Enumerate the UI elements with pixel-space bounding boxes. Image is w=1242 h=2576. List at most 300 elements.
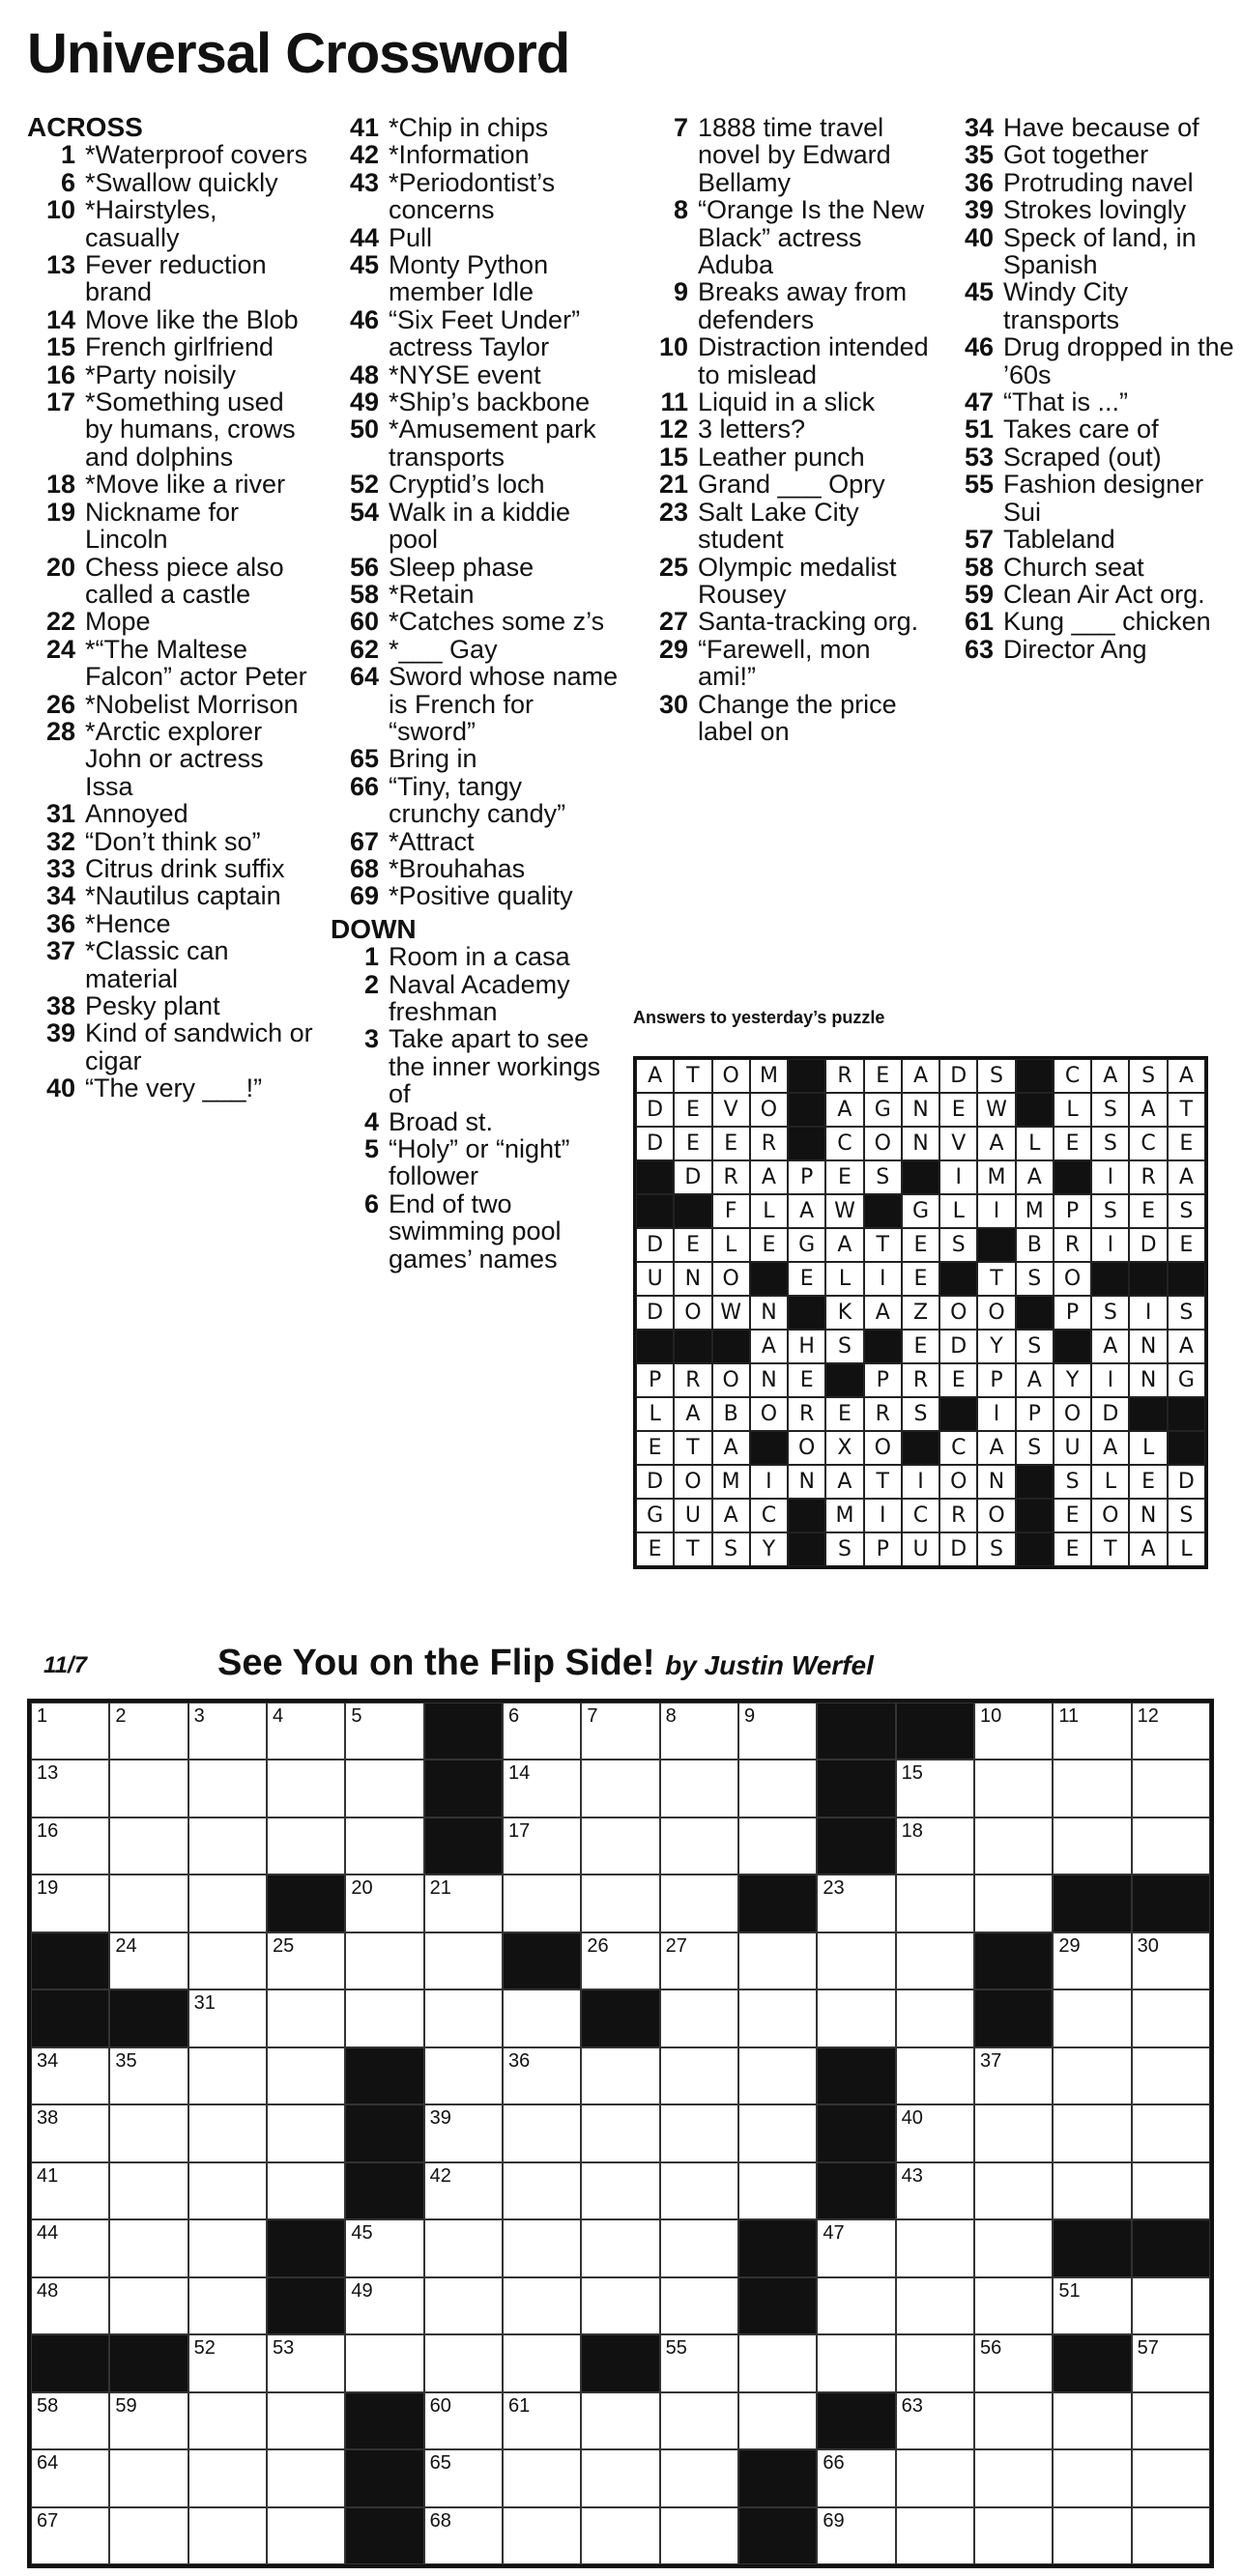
grid-cell[interactable]: [188, 1932, 267, 1989]
grid-cell[interactable]: [503, 1760, 581, 1817]
black-square: [1129, 1397, 1167, 1431]
grid-cell[interactable]: [109, 2162, 188, 2219]
answer-cell: I: [864, 1262, 902, 1296]
down-clue-59: [945, 581, 1235, 608]
grid-cell[interactable]: [267, 1932, 345, 1989]
clue-text: “Farewell, mon ami!”: [698, 634, 871, 692]
grid-cell[interactable]: [581, 1875, 659, 1932]
grid-cell[interactable]: [660, 1703, 738, 1760]
black-square: [109, 2334, 188, 2391]
grid-cell[interactable]: [1053, 2392, 1131, 2449]
grid-cell[interactable]: [581, 2219, 659, 2276]
grid-cell[interactable]: [188, 1989, 267, 2046]
cell-number: 56: [980, 2337, 1002, 2360]
grid-cell[interactable]: [31, 2162, 109, 2219]
grid-cell[interactable]: [503, 2219, 581, 2276]
black-square: [636, 1330, 674, 1363]
across-clue-28: [27, 718, 317, 800]
grid-cell[interactable]: [974, 2047, 1053, 2104]
grid-cell[interactable]: [974, 2277, 1053, 2334]
answer-cell: E: [788, 1363, 825, 1397]
grid-cell[interactable]: [974, 2392, 1053, 2449]
black-square: [902, 1431, 939, 1465]
clue-number: 7: [673, 113, 688, 142]
grid-cell[interactable]: [1053, 2104, 1131, 2161]
grid-cell[interactable]: [1132, 1703, 1210, 1760]
grid-cell[interactable]: [267, 2162, 345, 2219]
grid-cell[interactable]: [896, 2334, 974, 2391]
grid-cell[interactable]: [503, 2392, 581, 2449]
clue-number: 62: [349, 634, 379, 664]
clue-text: *___ Gay: [389, 634, 498, 664]
grid-cell[interactable]: [660, 1932, 738, 1989]
grid-cell[interactable]: [896, 2219, 974, 2276]
grid-cell[interactable]: [109, 1932, 188, 1989]
grid-cell[interactable]: [109, 1760, 188, 1817]
grid-cell[interactable]: [1053, 1989, 1131, 2046]
grid-cell[interactable]: [581, 1703, 659, 1760]
black-square: [1053, 2219, 1131, 2276]
grid-cell[interactable]: [896, 1760, 974, 1817]
grid-cell[interactable]: [188, 2334, 267, 2391]
grid-cell[interactable]: [581, 1818, 659, 1875]
grid-cell[interactable]: [896, 2449, 974, 2506]
grid-cell[interactable]: [188, 2219, 267, 2276]
grid-cell[interactable]: [817, 1875, 895, 1932]
grid-cell[interactable]: [424, 2507, 503, 2564]
grid-cell[interactable]: [424, 2162, 503, 2219]
clue-number: 18: [45, 470, 75, 500]
grid-cell[interactable]: [896, 2507, 974, 2564]
down-clue-25: [640, 554, 930, 609]
grid-cell[interactable]: [188, 2392, 267, 2449]
cell-number: 44: [37, 2222, 59, 2245]
black-square: [1053, 1875, 1131, 1932]
grid-cell[interactable]: [188, 2162, 267, 2219]
grid-cell[interactable]: [31, 2219, 109, 2276]
answer-cell: S: [977, 1532, 1015, 1566]
grid-cell[interactable]: [1132, 2449, 1210, 2506]
black-square: [974, 1932, 1053, 1989]
grid-cell[interactable]: [267, 1818, 345, 1875]
black-square: [1016, 1465, 1054, 1499]
grid-cell[interactable]: [660, 2277, 738, 2334]
clue-text: Kung ___ chicken: [1003, 607, 1211, 637]
answer-cell: O: [1054, 1397, 1091, 1431]
grid-cell[interactable]: [974, 2334, 1053, 2391]
across-clue-22: [27, 608, 317, 635]
grid-cell[interactable]: [188, 2104, 267, 2161]
clue-text: Move like the Blob: [85, 304, 299, 334]
clue-number: 11: [660, 387, 688, 417]
grid-cell[interactable]: [581, 1760, 659, 1817]
answer-cell: T: [674, 1059, 711, 1093]
grid-cell[interactable]: [267, 2392, 345, 2449]
grid-cell[interactable]: [896, 1989, 974, 2046]
grid-cell[interactable]: [1132, 1760, 1210, 1817]
grid-cell[interactable]: [267, 2104, 345, 2161]
grid-cell[interactable]: [188, 2047, 267, 2104]
grid-cell[interactable]: [896, 1818, 974, 1875]
black-square: [1168, 1262, 1205, 1296]
across-clue-14: [27, 306, 317, 333]
answer-cell: W: [712, 1296, 750, 1330]
grid-cell[interactable]: [974, 2449, 1053, 2506]
grid-cell[interactable]: [267, 2334, 345, 2391]
grid-cell[interactable]: [188, 2277, 267, 2334]
grid-cell[interactable]: [188, 1818, 267, 1875]
answer-cell: G: [636, 1499, 674, 1532]
down-clue-55: [945, 471, 1235, 526]
answer-cell: S: [1091, 1093, 1129, 1127]
grid-cell[interactable]: [581, 2047, 659, 2104]
answer-cell: O: [939, 1465, 977, 1499]
answer-cell: C: [1054, 1059, 1091, 1093]
grid-cell[interactable]: [1132, 1989, 1210, 2046]
grid-cell[interactable]: [817, 2219, 895, 2276]
answer-cell: L: [636, 1397, 674, 1431]
grid-cell[interactable]: [31, 1818, 109, 1875]
grid-cell[interactable]: [1053, 1932, 1131, 1989]
grid-cell[interactable]: [896, 1875, 974, 1932]
grid-cell[interactable]: [1053, 2507, 1131, 2564]
grid-cell[interactable]: [974, 2219, 1053, 2276]
grid-cell[interactable]: [660, 2392, 738, 2449]
grid-cell[interactable]: [581, 2449, 659, 2506]
grid-cell[interactable]: [738, 1818, 817, 1875]
clue-number: 25: [658, 552, 688, 582]
answer-cell: I: [939, 1160, 977, 1194]
grid-cell[interactable]: [267, 1703, 345, 1760]
across-clue-20: [27, 554, 317, 609]
grid-cell[interactable]: [896, 2104, 974, 2161]
clue-text: Windy City transports: [1003, 277, 1129, 334]
grid-cell[interactable]: [660, 2507, 738, 2564]
grid-cell[interactable]: [503, 1989, 581, 2046]
grid-cell[interactable]: [1132, 2277, 1210, 2334]
across-clue-42: [331, 141, 621, 168]
grid-cell[interactable]: [503, 2104, 581, 2161]
grid-cell[interactable]: [424, 2047, 503, 2104]
grid-cell[interactable]: [424, 2334, 503, 2391]
answer-cell: M: [825, 1499, 863, 1532]
answer-cell: R: [902, 1363, 939, 1397]
grid-cell[interactable]: [1132, 2047, 1210, 2104]
clue-text: Olympic medalist Rousey: [698, 552, 897, 609]
grid-cell[interactable]: [424, 2449, 503, 2506]
grid-cell[interactable]: [424, 2277, 503, 2334]
grid-cell[interactable]: [31, 2104, 109, 2161]
down-clue-40: [945, 224, 1235, 279]
answer-cell: I: [1129, 1296, 1167, 1330]
answer-cell: D: [1129, 1228, 1167, 1262]
grid-cell[interactable]: [896, 1932, 974, 1989]
grid-cell[interactable]: [1132, 1818, 1210, 1875]
answer-cell: S: [1016, 1431, 1054, 1465]
black-square: [1132, 2219, 1210, 2276]
grid-cell[interactable]: [974, 1818, 1053, 1875]
answer-cell: T: [864, 1228, 902, 1262]
clue-text: *Something used by humans, crows and dolphins: [85, 387, 296, 472]
grid-cell[interactable]: [738, 2392, 817, 2449]
answer-cell: Y: [1054, 1363, 1091, 1397]
grid-cell[interactable]: [1132, 2104, 1210, 2161]
grid-cell[interactable]: [31, 2507, 109, 2564]
black-square: [788, 1093, 825, 1127]
grid-cell[interactable]: [424, 2104, 503, 2161]
answer-cell: O: [750, 1397, 788, 1431]
across-clue-17: [27, 388, 317, 471]
answer-cell: A: [1091, 1330, 1129, 1363]
grid-cell[interactable]: [503, 1818, 581, 1875]
grid-cell[interactable]: [345, 1932, 423, 1989]
grid-cell[interactable]: [345, 2277, 423, 2334]
grid-cell[interactable]: [503, 1703, 581, 1760]
grid-cell[interactable]: [1053, 2162, 1131, 2219]
grid-cell[interactable]: [31, 2277, 109, 2334]
clue-number: 17: [45, 387, 75, 417]
grid-cell[interactable]: [188, 2449, 267, 2506]
grid-cell[interactable]: [974, 2104, 1053, 2161]
answer-cell: V: [939, 1127, 977, 1160]
across-clue-66: [331, 773, 621, 828]
grid-cell[interactable]: [109, 2277, 188, 2334]
grid-cell[interactable]: [896, 2047, 974, 2104]
down-clue-21: [640, 471, 930, 498]
grid-cell[interactable]: [345, 2334, 423, 2391]
grid-cell[interactable]: [817, 2507, 895, 2564]
grid-cell[interactable]: [581, 2507, 659, 2564]
grid-cell[interactable]: [267, 2047, 345, 2104]
grid-cell[interactable]: [738, 1760, 817, 1817]
grid-cell[interactable]: [1132, 1932, 1210, 1989]
down-clue-1: [331, 943, 621, 970]
across-clue-24: [27, 636, 317, 691]
black-square: [788, 1127, 825, 1160]
cell-number: 55: [665, 2337, 687, 2360]
grid-cell[interactable]: [109, 2449, 188, 2506]
answer-cell: L: [750, 1194, 788, 1228]
down-clue-4: [331, 1108, 621, 1135]
answer-cell: A: [788, 1194, 825, 1228]
grid-cell[interactable]: [31, 1875, 109, 1932]
clue-number: 53: [964, 442, 994, 472]
grid-cell[interactable]: [1053, 1703, 1131, 1760]
clue-text: “Holy” or “night” follower: [389, 1134, 570, 1191]
clue-number: 51: [964, 415, 994, 444]
grid-cell[interactable]: [660, 2047, 738, 2104]
grid-cell[interactable]: [660, 2334, 738, 2391]
down-clue-7: [640, 114, 930, 196]
grid-cell[interactable]: [660, 1875, 738, 1932]
across-clue-1: [27, 141, 317, 168]
grid-cell[interactable]: [974, 1875, 1053, 1932]
grid-cell[interactable]: [267, 1989, 345, 2046]
grid-cell[interactable]: [345, 1989, 423, 2046]
grid-cell[interactable]: [503, 2277, 581, 2334]
black-square: [817, 2104, 895, 2161]
crossword-grid: [27, 1699, 1214, 2568]
grid-cell[interactable]: [424, 1932, 503, 1989]
grid-cell[interactable]: [1132, 2334, 1210, 2391]
grid-cell[interactable]: [974, 1760, 1053, 1817]
grid-cell[interactable]: [660, 2104, 738, 2161]
grid-cell[interactable]: [1132, 2392, 1210, 2449]
grid-cell[interactable]: [660, 2162, 738, 2219]
grid-cell[interactable]: [109, 1875, 188, 1932]
cell-number: 67: [37, 2509, 59, 2532]
across-clue-56: [331, 554, 621, 581]
grid-cell[interactable]: [267, 1760, 345, 1817]
grid-cell[interactable]: [738, 2162, 817, 2219]
grid-cell[interactable]: [1053, 2449, 1131, 2506]
grid-cell[interactable]: [581, 1932, 659, 1989]
black-square: [1054, 1330, 1091, 1363]
grid-cell[interactable]: [345, 1760, 423, 1817]
grid-cell[interactable]: [974, 2162, 1053, 2219]
answer-cell: E: [902, 1330, 939, 1363]
black-square: [31, 2334, 109, 2391]
grid-cell[interactable]: [817, 2449, 895, 2506]
cell-number: 35: [115, 2049, 137, 2072]
answer-cell: A: [902, 1059, 939, 1093]
grid-cell[interactable]: [188, 1875, 267, 1932]
black-square: [581, 1989, 659, 2046]
grid-cell[interactable]: [660, 1989, 738, 2046]
clue-text: Drug dropped in the ’60s: [1003, 332, 1234, 389]
grid-cell[interactable]: [31, 1760, 109, 1817]
across-clue-65: [331, 745, 621, 772]
grid-cell[interactable]: [109, 1703, 188, 1760]
clue-text: Got together: [1003, 140, 1149, 170]
grid-cell[interactable]: [188, 1760, 267, 1817]
grid-cell[interactable]: [660, 1760, 738, 1817]
grid-cell[interactable]: [31, 1703, 109, 1760]
grid-cell[interactable]: [581, 2277, 659, 2334]
grid-cell[interactable]: [660, 2449, 738, 2506]
grid-cell[interactable]: [817, 1989, 895, 2046]
black-square: [267, 2277, 345, 2334]
grid-cell[interactable]: [1053, 2277, 1131, 2334]
answer-cell: I: [902, 1465, 939, 1499]
grid-cell[interactable]: [345, 2219, 423, 2276]
grid-cell[interactable]: [345, 1875, 423, 1932]
answer-cell: E: [1168, 1228, 1205, 1262]
grid-cell[interactable]: [424, 1875, 503, 1932]
grid-cell[interactable]: [188, 1703, 267, 1760]
grid-cell[interactable]: [581, 2392, 659, 2449]
grid-cell[interactable]: [109, 2047, 188, 2104]
grid-cell[interactable]: [31, 2047, 109, 2104]
answer-cell: A: [1016, 1363, 1054, 1397]
across-clue-18: [27, 471, 317, 498]
grid-cell[interactable]: [345, 1818, 423, 1875]
grid-cell[interactable]: [503, 2449, 581, 2506]
answer-cell: A: [636, 1059, 674, 1093]
answer-cell: P: [1054, 1194, 1091, 1228]
answer-cell: D: [939, 1532, 977, 1566]
clue-number: 6: [363, 1188, 379, 1218]
clue-number: 23: [658, 497, 688, 527]
answer-cell: I: [864, 1499, 902, 1532]
grid-cell[interactable]: [109, 2392, 188, 2449]
grid-cell[interactable]: [738, 2104, 817, 2161]
clue-number: 19: [45, 497, 75, 527]
grid-cell[interactable]: [503, 2047, 581, 2104]
answer-cell: S: [1054, 1465, 1091, 1499]
grid-cell[interactable]: [974, 2507, 1053, 2564]
grid-cell[interactable]: [424, 1989, 503, 2046]
grid-cell[interactable]: [424, 2219, 503, 2276]
down-clue-23: [640, 499, 930, 554]
answer-cell: M: [712, 1465, 750, 1499]
clue-number: 58: [964, 552, 994, 582]
grid-cell[interactable]: [1053, 1760, 1131, 1817]
grid-cell[interactable]: [738, 1989, 817, 2046]
grid-cell[interactable]: [896, 2392, 974, 2449]
clue-text: *Catches some z’s: [389, 607, 605, 637]
answer-cell: I: [1091, 1160, 1129, 1194]
grid-cell[interactable]: [738, 2334, 817, 2391]
grid-cell[interactable]: [660, 2219, 738, 2276]
grid-cell[interactable]: [581, 2162, 659, 2219]
grid-cell[interactable]: [109, 2507, 188, 2564]
clue-text: *Nobelist Morrison: [85, 689, 299, 719]
grid-cell[interactable]: [817, 2334, 895, 2391]
grid-cell[interactable]: [109, 2104, 188, 2161]
grid-cell[interactable]: [188, 2507, 267, 2564]
grid-cell[interactable]: [109, 1818, 188, 1875]
grid-cell[interactable]: [581, 2104, 659, 2161]
grid-cell[interactable]: [817, 1932, 895, 1989]
grid-cell[interactable]: [974, 1703, 1053, 1760]
grid-cell[interactable]: [817, 2277, 895, 2334]
clue-text: *Move like a river: [85, 470, 286, 500]
grid-cell[interactable]: [31, 2392, 109, 2449]
down-clue-61: [945, 608, 1235, 635]
black-square: [1168, 1397, 1205, 1431]
grid-cell[interactable]: [660, 1818, 738, 1875]
grid-cell[interactable]: [503, 2334, 581, 2391]
grid-cell[interactable]: [738, 1932, 817, 1989]
grid-cell[interactable]: [503, 2162, 581, 2219]
grid-cell[interactable]: [267, 2449, 345, 2506]
grid-cell[interactable]: [1132, 2162, 1210, 2219]
grid-cell[interactable]: [1053, 1818, 1131, 1875]
cell-number: 60: [429, 2394, 451, 2417]
grid-cell[interactable]: [896, 2277, 974, 2334]
grid-cell[interactable]: [503, 1875, 581, 1932]
grid-cell[interactable]: [503, 2507, 581, 2564]
grid-cell[interactable]: [31, 2449, 109, 2506]
answer-cell: E: [674, 1093, 711, 1127]
grid-cell[interactable]: [345, 1703, 423, 1760]
clue-text: *Ship’s backbone: [389, 387, 591, 417]
across-clue-32: [27, 828, 317, 855]
answer-cell: S: [712, 1532, 750, 1566]
grid-cell[interactable]: [1053, 2047, 1131, 2104]
grid-cell[interactable]: [738, 2047, 817, 2104]
grid-cell[interactable]: [1132, 2507, 1210, 2564]
answer-cell: S: [1091, 1296, 1129, 1330]
answer-cell: L: [1129, 1431, 1167, 1465]
grid-cell[interactable]: [267, 2507, 345, 2564]
grid-cell[interactable]: [424, 2392, 503, 2449]
grid-cell[interactable]: [896, 2162, 974, 2219]
clue-text: “Orange Is the New Black” actress Aduba: [698, 195, 925, 280]
grid-cell[interactable]: [738, 1703, 817, 1760]
grid-cell[interactable]: [109, 2219, 188, 2276]
